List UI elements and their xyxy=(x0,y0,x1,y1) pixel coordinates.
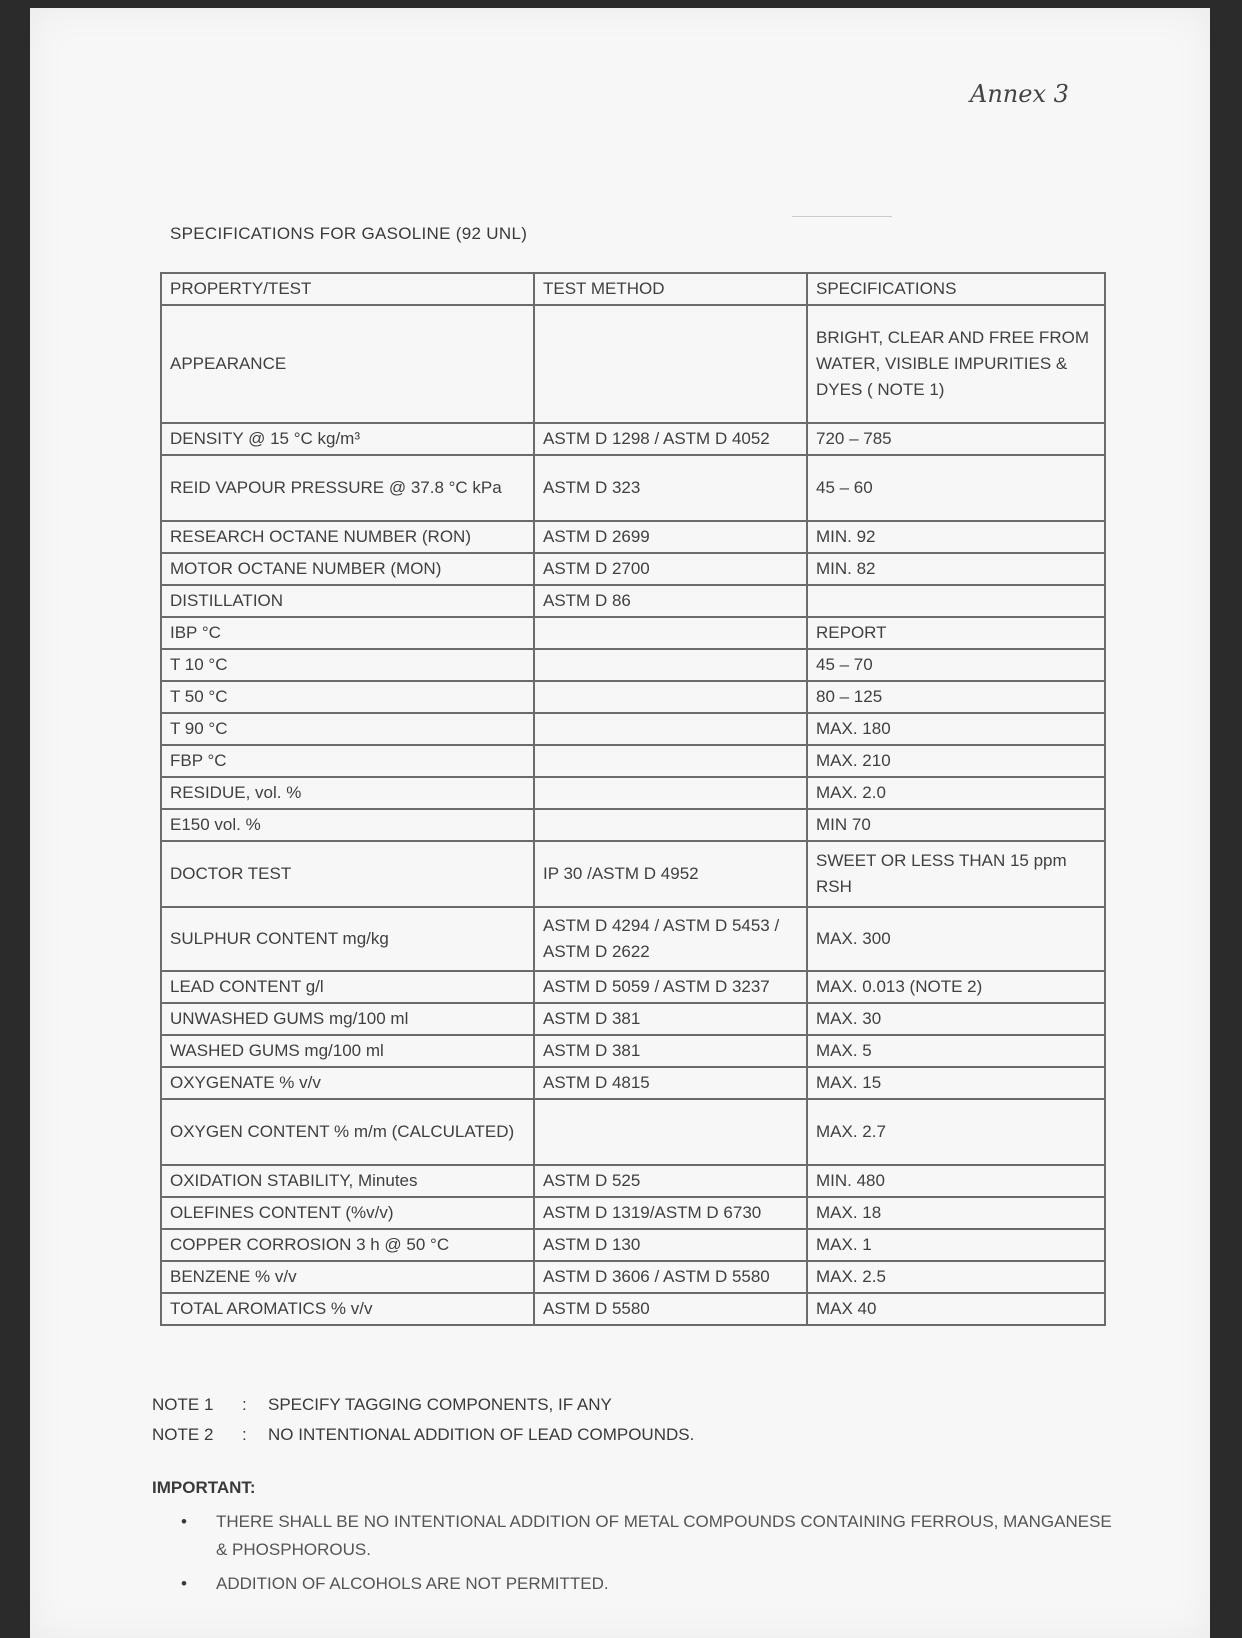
table-row xyxy=(161,617,1105,649)
spec-cell: MAX. 180 xyxy=(807,713,1105,745)
spec-cell: MAX. 0.013 (NOTE 2) xyxy=(807,971,1105,1003)
spec-cell: MAX. 15 xyxy=(807,1067,1105,1099)
table-row xyxy=(161,1197,1105,1229)
table-row xyxy=(161,455,1105,521)
note-label: NOTE 2 xyxy=(152,1425,214,1444)
method-cell: ASTM D 5059 / ASTM D 3237 xyxy=(534,971,807,1003)
method-cell: ASTM D 2699 xyxy=(534,521,807,553)
document-page xyxy=(30,8,1210,1638)
spec-cell: 720 – 785 xyxy=(807,423,1105,455)
spec-cell: MIN. 92 xyxy=(807,521,1105,553)
property-cell: T 90 °C xyxy=(161,713,534,745)
property-cell: SULPHUR CONTENT mg/kg xyxy=(161,907,534,971)
method-cell: ASTM D 1298 / ASTM D 4052 xyxy=(534,423,807,455)
property-cell: DOCTOR TEST xyxy=(161,841,534,907)
table-header-row xyxy=(161,273,1105,305)
method-cell: ASTM D 1319/ASTM D 6730 xyxy=(534,1197,807,1229)
method-cell: IP 30 /ASTM D 4952 xyxy=(534,841,807,907)
property-cell: T 10 °C xyxy=(161,649,534,681)
spec-cell: SWEET OR LESS THAN 15 ppm RSH xyxy=(807,841,1105,907)
table-row xyxy=(161,745,1105,777)
spec-cell: MAX. 30 xyxy=(807,1003,1105,1035)
spec-cell: MAX. 1 xyxy=(807,1229,1105,1261)
property-cell: OXYGEN CONTENT % m/m (CALCULATED) xyxy=(161,1099,534,1165)
method-cell: ASTM D 130 xyxy=(534,1229,807,1261)
table-row xyxy=(161,971,1105,1003)
header-method: TEST METHOD xyxy=(534,273,807,305)
property-cell: MOTOR OCTANE NUMBER (MON) xyxy=(161,553,534,585)
method-cell: ASTM D 86 xyxy=(534,585,807,617)
property-cell: UNWASHED GUMS mg/100 ml xyxy=(161,1003,534,1035)
annex-label: Annex 3 xyxy=(970,80,1069,108)
method-cell xyxy=(534,305,807,423)
spec-cell: MAX 40 xyxy=(807,1293,1105,1325)
property-cell: WASHED GUMS mg/100 ml xyxy=(161,1035,534,1067)
notes-section xyxy=(152,1390,694,1450)
note-separator: : xyxy=(242,1425,247,1444)
table-row xyxy=(161,713,1105,745)
property-cell: DISTILLATION xyxy=(161,585,534,617)
table-row xyxy=(161,777,1105,809)
table-row xyxy=(161,585,1105,617)
spec-cell: MIN 70 xyxy=(807,809,1105,841)
method-cell: ASTM D 525 xyxy=(534,1165,807,1197)
spec-cell: 45 – 70 xyxy=(807,649,1105,681)
property-cell: E150 vol. % xyxy=(161,809,534,841)
method-cell: ASTM D 3606 / ASTM D 5580 xyxy=(534,1261,807,1293)
property-cell: COPPER CORROSION 3 h @ 50 °C xyxy=(161,1229,534,1261)
method-cell xyxy=(534,777,807,809)
header-property: PROPERTY/TEST xyxy=(161,273,534,305)
property-cell: REID VAPOUR PRESSURE @ 37.8 °C kPa xyxy=(161,455,534,521)
spec-cell: MAX. 5 xyxy=(807,1035,1105,1067)
property-cell: OXYGENATE % v/v xyxy=(161,1067,534,1099)
note-item xyxy=(152,1420,694,1450)
method-cell: ASTM D 4815 xyxy=(534,1067,807,1099)
method-cell: ASTM D 4294 / ASTM D 5453 / ASTM D 2622 xyxy=(534,907,807,971)
list-item xyxy=(152,1508,1112,1564)
spec-cell xyxy=(807,585,1105,617)
important-section xyxy=(152,1478,1112,1604)
property-cell: DENSITY @ 15 °C kg/m³ xyxy=(161,423,534,455)
method-cell: ASTM D 381 xyxy=(534,1003,807,1035)
property-cell: OLEFINES CONTENT (%v/v) xyxy=(161,1197,534,1229)
property-cell: RESEARCH OCTANE NUMBER (RON) xyxy=(161,521,534,553)
divider xyxy=(792,216,892,217)
table-row xyxy=(161,521,1105,553)
table-row xyxy=(161,1293,1105,1325)
table-row xyxy=(161,305,1105,423)
property-cell: LEAD CONTENT g/l xyxy=(161,971,534,1003)
property-cell: T 50 °C xyxy=(161,681,534,713)
bullet-icon: • xyxy=(181,1574,187,1593)
bullet-icon: • xyxy=(181,1512,187,1531)
list-item xyxy=(152,1570,1112,1598)
list-item-text: THERE SHALL BE NO INTENTIONAL ADDITION OF METAL COMPOUNDS CONTAINING FERROUS, MANGANESE & PHOSPHOROUS. xyxy=(216,1512,1112,1559)
property-cell: TOTAL AROMATICS % v/v xyxy=(161,1293,534,1325)
note-separator: : xyxy=(242,1395,247,1414)
property-cell: OXIDATION STABILITY, Minutes xyxy=(161,1165,534,1197)
note-text: NO INTENTIONAL ADDITION OF LEAD COMPOUNDS. xyxy=(268,1425,695,1444)
header-specifications: SPECIFICATIONS xyxy=(807,273,1105,305)
spec-cell: MIN. 82 xyxy=(807,553,1105,585)
table-row xyxy=(161,1165,1105,1197)
note-label: NOTE 1 xyxy=(152,1395,214,1414)
spec-cell: MAX. 2.5 xyxy=(807,1261,1105,1293)
property-cell: FBP °C xyxy=(161,745,534,777)
method-cell: ASTM D 381 xyxy=(534,1035,807,1067)
property-cell: IBP °C xyxy=(161,617,534,649)
table-row xyxy=(161,1229,1105,1261)
spec-cell: REPORT xyxy=(807,617,1105,649)
spec-cell: BRIGHT, CLEAR AND FREE FROM WATER, VISIBLE IMPURITIES & DYES ( NOTE 1) xyxy=(807,305,1105,423)
spec-cell: MIN. 480 xyxy=(807,1165,1105,1197)
important-list xyxy=(152,1508,1112,1598)
specifications-table xyxy=(160,272,1106,1326)
table-row xyxy=(161,681,1105,713)
table-row xyxy=(161,423,1105,455)
important-title: IMPORTANT: xyxy=(152,1478,256,1497)
table-row xyxy=(161,1067,1105,1099)
table-row xyxy=(161,1099,1105,1165)
table-row xyxy=(161,809,1105,841)
method-cell xyxy=(534,1099,807,1165)
table-row xyxy=(161,1261,1105,1293)
method-cell: ASTM D 5580 xyxy=(534,1293,807,1325)
table-row xyxy=(161,841,1105,907)
method-cell xyxy=(534,809,807,841)
list-item-text: ADDITION OF ALCOHOLS ARE NOT PERMITTED. xyxy=(216,1574,609,1593)
method-cell xyxy=(534,745,807,777)
property-cell: APPEARANCE xyxy=(161,305,534,423)
method-cell xyxy=(534,681,807,713)
property-cell: BENZENE % v/v xyxy=(161,1261,534,1293)
table-row xyxy=(161,1035,1105,1067)
note-item xyxy=(152,1390,694,1420)
spec-cell: 45 – 60 xyxy=(807,455,1105,521)
note-text: SPECIFY TAGGING COMPONENTS, IF ANY xyxy=(268,1395,612,1414)
method-cell xyxy=(534,617,807,649)
method-cell xyxy=(534,713,807,745)
table-row xyxy=(161,649,1105,681)
method-cell xyxy=(534,649,807,681)
property-cell: RESIDUE, vol. % xyxy=(161,777,534,809)
table-row xyxy=(161,1003,1105,1035)
spec-cell: MAX. 18 xyxy=(807,1197,1105,1229)
table-row xyxy=(161,553,1105,585)
method-cell: ASTM D 2700 xyxy=(534,553,807,585)
spec-cell: MAX. 210 xyxy=(807,745,1105,777)
table-row xyxy=(161,907,1105,971)
spec-cell: 80 – 125 xyxy=(807,681,1105,713)
spec-cell: MAX. 300 xyxy=(807,907,1105,971)
method-cell: ASTM D 323 xyxy=(534,455,807,521)
document-title: SPECIFICATIONS FOR GASOLINE (92 UNL) xyxy=(170,224,528,243)
spec-cell: MAX. 2.0 xyxy=(807,777,1105,809)
spec-cell: MAX. 2.7 xyxy=(807,1099,1105,1165)
